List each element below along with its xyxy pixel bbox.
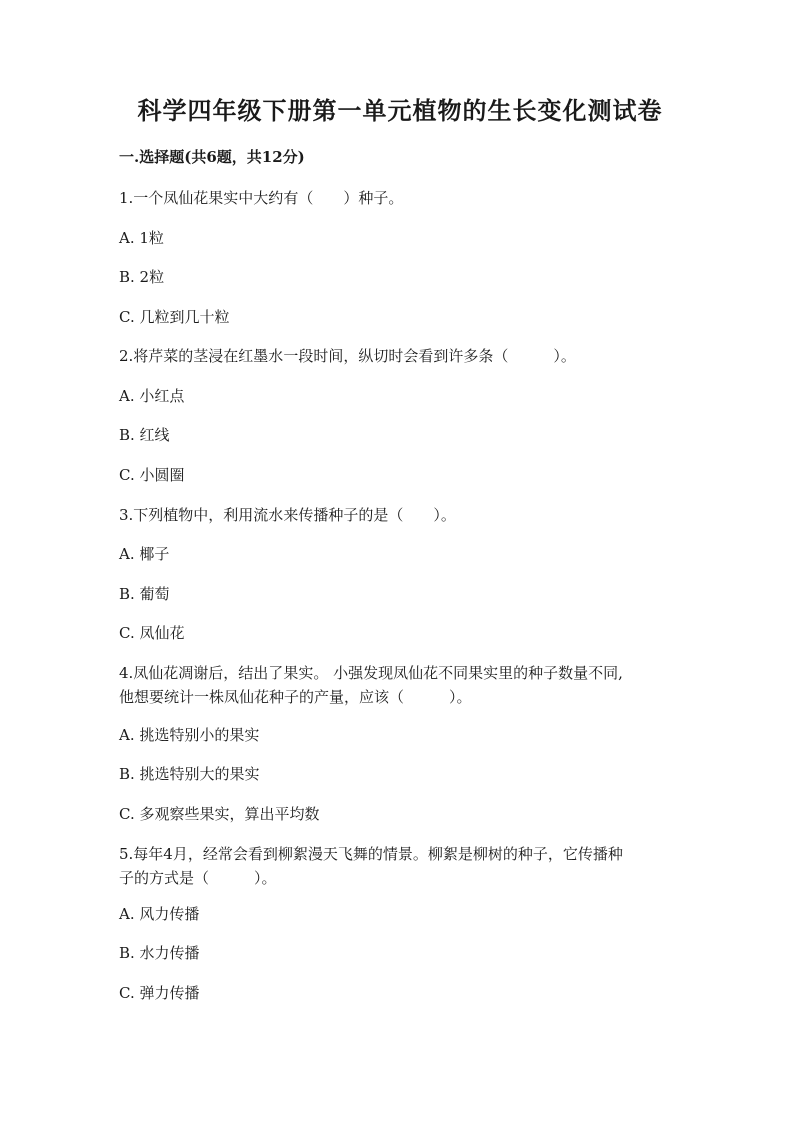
question-1-option-c: C. 几粒到几十粒 bbox=[119, 308, 230, 326]
question-5-option-c: C. 弹力传播 bbox=[119, 984, 200, 1002]
question-4-option-b: B. 挑选特别大的果实 bbox=[119, 765, 260, 783]
question-3-option-c: C. 凤仙花 bbox=[119, 624, 185, 642]
question-3-option-a: A. 椰子 bbox=[119, 545, 170, 563]
question-2-option-b: B. 红线 bbox=[119, 426, 170, 444]
question-5-stem-line-2: 子的方式是（ ）。 bbox=[119, 869, 277, 887]
question-5-option-a: A. 风力传播 bbox=[119, 905, 200, 923]
page-title: 科学四年级下册第一单元植物的生长变化测试卷 bbox=[137, 96, 663, 125]
question-2-stem: 2.将芹菜的茎浸在红墨水一段时间，纵切时会看到许多条（ ）。 bbox=[119, 347, 576, 365]
question-1-option-b: B. 2粒 bbox=[119, 268, 165, 286]
question-4-option-a: A. 挑选特别小的果实 bbox=[119, 726, 260, 744]
question-2-option-c: C. 小圆圈 bbox=[119, 466, 185, 484]
question-5-stem-line-1: 5.每年4月，经常会看到柳絮漫天飞舞的情景。柳絮是柳树的种子，它传播种 bbox=[119, 845, 623, 863]
question-4-stem-line-1: 4.凤仙花凋谢后，结出了果实。 小强发现凤仙花不同果实里的种子数量不同, bbox=[119, 664, 623, 682]
question-3-stem: 3.下列植物中，利用流水来传播种子的是（ ）。 bbox=[119, 506, 456, 524]
question-3-option-b: B. 葡萄 bbox=[119, 585, 170, 603]
question-1-stem: 1.一个凤仙花果实中大约有（ ）种子。 bbox=[119, 189, 404, 207]
question-2-option-a: A. 小红点 bbox=[119, 387, 185, 405]
section-heading: 一.选择题(共6题，共12分) bbox=[119, 148, 305, 166]
question-4-option-c: C. 多观察些果实，算出平均数 bbox=[119, 805, 320, 823]
question-5-option-b: B. 水力传播 bbox=[119, 944, 200, 962]
question-4-stem-line-2: 他想要统计一株凤仙花种子的产量，应该（ ）。 bbox=[119, 688, 472, 706]
question-1-option-a: A. 1粒 bbox=[119, 229, 164, 247]
